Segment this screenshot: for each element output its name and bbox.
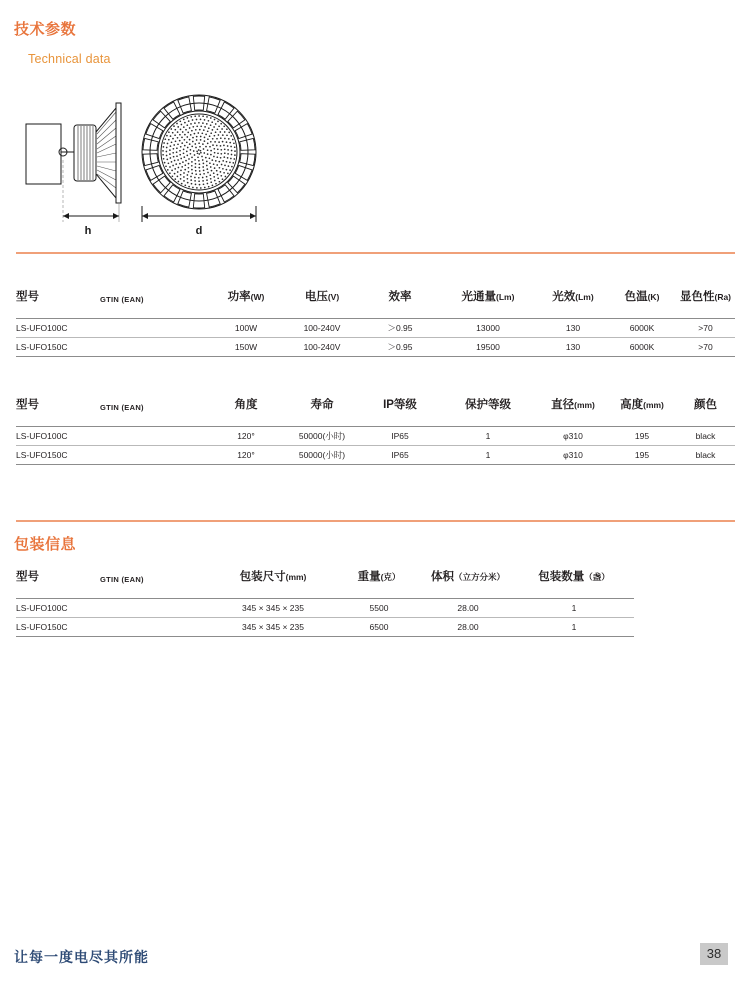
cell-gtin <box>100 338 210 357</box>
table-mechanical <box>16 396 735 465</box>
table-electrical <box>16 288 735 357</box>
cell-luminous-flux: 13000 <box>438 319 538 338</box>
col-header-power: 功率(W) <box>227 291 265 303</box>
table-electrical-header-row <box>16 288 735 319</box>
cell-beam-angle: 120° <box>210 446 282 465</box>
cell-color: black <box>676 446 735 465</box>
cell-lifespan: 50000(小时) <box>282 427 362 446</box>
cell-cri: >70 <box>676 338 735 357</box>
table-row <box>16 599 634 618</box>
cell-height: 195 <box>608 427 676 446</box>
col-header-diameter: 直径(mm) <box>551 399 595 411</box>
table-mechanical-body <box>16 427 735 465</box>
page-number-badge: 38 <box>700 943 728 965</box>
col-header-model: 型号 <box>16 399 39 411</box>
cell-model: LS-UFO150C <box>16 338 100 357</box>
cell-gtin <box>100 599 210 618</box>
col-header-gtin: GTIN (EAN) <box>100 403 144 412</box>
cell-diameter: φ310 <box>538 427 608 446</box>
col-header-package-size: 包装尺寸(mm) <box>239 571 307 583</box>
cell-cri: >70 <box>676 319 735 338</box>
cell-volume: 28.00 <box>422 618 514 637</box>
cell-model: LS-UFO100C <box>16 319 100 338</box>
cell-luminous-flux: 19500 <box>438 338 538 357</box>
cell-voltage: 100-240V <box>282 338 362 357</box>
table-packaging-header-row <box>16 568 634 599</box>
cell-color: black <box>676 427 735 446</box>
table-electrical-body <box>16 319 735 357</box>
cell-diameter: φ310 <box>538 446 608 465</box>
product-dimension-drawing <box>16 82 276 242</box>
cell-package-size: 345 × 345 × 235 <box>210 618 336 637</box>
col-header-ip-rating: IP等级 <box>383 399 417 411</box>
table-row <box>16 427 735 446</box>
cell-gtin <box>100 319 210 338</box>
cell-color-temperature: 6000K <box>608 319 676 338</box>
col-header-efficacy: 光效(Lm) <box>552 291 594 303</box>
col-header-efficiency: 效率 <box>388 291 412 303</box>
cell-volume: 28.00 <box>422 599 514 618</box>
cell-color-temperature: 6000K <box>608 338 676 357</box>
col-header-cri: 显色性(Ra) <box>679 291 732 303</box>
footer-slogan: 让每一度电尽其所能 <box>14 949 149 965</box>
col-header-package-quantity: 包装数量（盏） <box>538 571 610 583</box>
cell-weight: 5500 <box>336 599 422 618</box>
dimension-label-diameter: d <box>195 225 203 237</box>
cell-power: 100W <box>210 319 282 338</box>
cell-model: LS-UFO150C <box>16 446 100 465</box>
col-header-lifespan: 寿命 <box>310 399 334 411</box>
col-header-protection-class: 保护等级 <box>465 399 511 411</box>
cell-model: LS-UFO100C <box>16 599 100 618</box>
cell-model: LS-UFO100C <box>16 427 100 446</box>
packaging-section-title-cn: 包装信息 <box>14 536 77 553</box>
col-header-weight: 重量(克） <box>357 571 401 583</box>
cell-efficacy: 130 <box>538 338 608 357</box>
cell-gtin <box>100 446 210 465</box>
divider-packaging <box>16 520 735 522</box>
cell-efficacy: 130 <box>538 319 608 338</box>
table-row <box>16 446 735 465</box>
divider-technical <box>16 252 735 254</box>
cell-beam-angle: 120° <box>210 427 282 446</box>
product-drawing-svg <box>16 82 276 242</box>
cell-lifespan: 50000(小时) <box>282 446 362 465</box>
cell-power: 150W <box>210 338 282 357</box>
col-header-luminous-flux: 光通量(Lm) <box>461 291 515 303</box>
cell-efficiency: ＞0.95 <box>362 319 438 338</box>
table-row <box>16 338 735 357</box>
technical-section-title-cn: 技术参数 <box>14 21 77 38</box>
cell-weight: 6500 <box>336 618 422 637</box>
table-mechanical-header-row <box>16 396 735 427</box>
cell-model: LS-UFO150C <box>16 618 100 637</box>
cell-ip-rating: IP65 <box>362 427 438 446</box>
cell-protection-class: 1 <box>438 446 538 465</box>
col-header-height: 高度(mm) <box>620 399 664 411</box>
cell-efficiency: ＞0.95 <box>362 338 438 357</box>
col-header-model: 型号 <box>16 571 39 583</box>
col-header-beam-angle: 角度 <box>234 399 258 411</box>
cell-package-quantity: 1 <box>514 618 634 637</box>
cell-package-quantity: 1 <box>514 599 634 618</box>
cell-package-size: 345 × 345 × 235 <box>210 599 336 618</box>
table-packaging <box>16 568 634 637</box>
col-header-gtin: GTIN (EAN) <box>100 575 144 584</box>
cell-ip-rating: IP65 <box>362 446 438 465</box>
technical-section-title-en: Technical data <box>28 52 111 66</box>
col-header-model: 型号 <box>16 291 39 303</box>
dimension-label-height: h <box>84 225 92 237</box>
table-row <box>16 618 634 637</box>
cell-gtin <box>100 618 210 637</box>
cell-voltage: 100-240V <box>282 319 362 338</box>
cell-height: 195 <box>608 446 676 465</box>
col-header-gtin: GTIN (EAN) <box>100 295 144 304</box>
col-header-color: 颜色 <box>694 399 717 411</box>
table-row <box>16 319 735 338</box>
cell-gtin <box>100 427 210 446</box>
table-packaging-body <box>16 599 634 637</box>
col-header-voltage: 电压(V) <box>304 291 340 303</box>
col-header-volume: 体积（立方分米） <box>430 571 505 583</box>
col-header-color-temperature: 色温(K) <box>624 291 660 303</box>
cell-protection-class: 1 <box>438 427 538 446</box>
